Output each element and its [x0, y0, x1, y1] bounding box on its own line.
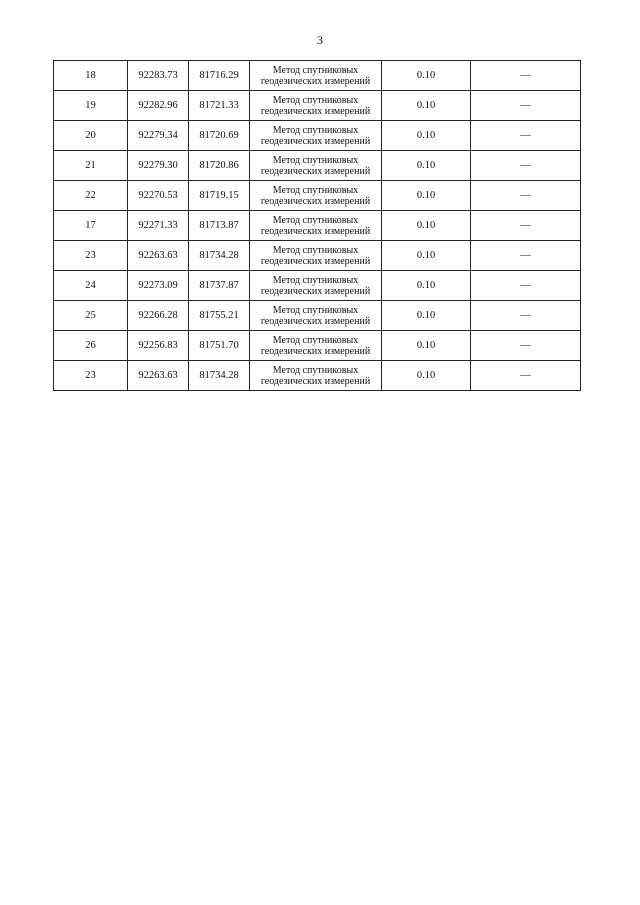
y-coordinate-cell: 81721.33: [189, 91, 250, 121]
accuracy-cell: 0.10: [382, 211, 471, 241]
y-coordinate-cell: 81719.15: [189, 181, 250, 211]
method-line-1: Метод спутниковых: [272, 364, 359, 376]
y-coordinate-cell: 81716.29: [189, 61, 250, 91]
y-coordinate-cell: 81755.21: [189, 301, 250, 331]
y-coordinate-cell: 81734.28: [189, 241, 250, 271]
description-cell: —: [471, 301, 581, 331]
y-coordinate-cell: 81720.86: [189, 151, 250, 181]
accuracy-cell: 0.10: [382, 241, 471, 271]
y-coordinate-cell: 81734.28: [189, 361, 250, 391]
point-number-cell: 17: [54, 211, 128, 241]
method-cell: [250, 181, 382, 211]
description-cell: —: [471, 121, 581, 151]
description-cell: —: [471, 181, 581, 211]
coordinates-table: [53, 60, 581, 391]
point-number-cell: 18: [54, 61, 128, 91]
table-row: [54, 271, 581, 301]
x-coordinate-cell: 92263.63: [128, 361, 189, 391]
method-line-1: Метод спутниковых: [272, 304, 359, 316]
table-row: [54, 121, 581, 151]
point-number-cell: 23: [54, 241, 128, 271]
description-cell: —: [471, 211, 581, 241]
description-cell: —: [471, 241, 581, 271]
accuracy-cell: 0.10: [382, 361, 471, 391]
table-row: [54, 151, 581, 181]
method-cell: [250, 241, 382, 271]
method-line-1: Метод спутниковых: [272, 244, 359, 256]
accuracy-cell: 0.10: [382, 151, 471, 181]
x-coordinate-cell: 92282.96: [128, 91, 189, 121]
method-line-2: геодезических измерений: [260, 345, 371, 357]
x-coordinate-cell: 92266.28: [128, 301, 189, 331]
table-row: [54, 361, 581, 391]
table-row: [54, 331, 581, 361]
y-coordinate-cell: 81751.70: [189, 331, 250, 361]
method-line-1: Метод спутниковых: [272, 124, 359, 136]
method-line-2: геодезических измерений: [260, 75, 371, 87]
method-line-1: Метод спутниковых: [272, 274, 359, 286]
x-coordinate-cell: 92273.09: [128, 271, 189, 301]
table-row: [54, 301, 581, 331]
table-row: [54, 211, 581, 241]
x-coordinate-cell: 92270.53: [128, 181, 189, 211]
point-number-cell: 26: [54, 331, 128, 361]
description-cell: —: [471, 331, 581, 361]
method-cell: [250, 151, 382, 181]
method-line-2: геодезических измерений: [260, 135, 371, 147]
method-line-1: Метод спутниковых: [272, 94, 359, 106]
description-cell: —: [471, 151, 581, 181]
method-line-1: Метод спутниковых: [272, 64, 359, 76]
accuracy-cell: 0.10: [382, 271, 471, 301]
method-line-2: геодезических измерений: [260, 255, 371, 267]
method-line-2: геодезических измерений: [260, 375, 371, 387]
description-cell: —: [471, 61, 581, 91]
point-number-cell: 24: [54, 271, 128, 301]
coordinates-table-body: [54, 61, 581, 391]
accuracy-cell: 0.10: [382, 301, 471, 331]
description-cell: —: [471, 91, 581, 121]
page-number: 3: [317, 33, 323, 47]
method-line-2: геодезических измерений: [260, 165, 371, 177]
method-cell: [250, 91, 382, 121]
table-row: [54, 91, 581, 121]
x-coordinate-cell: 92271.33: [128, 211, 189, 241]
x-coordinate-cell: 92279.30: [128, 151, 189, 181]
method-line-2: геодезических измерений: [260, 105, 371, 117]
method-line-2: геодезических измерений: [260, 315, 371, 327]
method-line-1: Метод спутниковых: [272, 184, 359, 196]
description-cell: —: [471, 361, 581, 391]
accuracy-cell: 0.10: [382, 181, 471, 211]
point-number-cell: 20: [54, 121, 128, 151]
method-line-1: Метод спутниковых: [272, 334, 359, 346]
x-coordinate-cell: 92263.63: [128, 241, 189, 271]
y-coordinate-cell: 81713.87: [189, 211, 250, 241]
accuracy-cell: 0.10: [382, 91, 471, 121]
table-row: [54, 61, 581, 91]
method-cell: [250, 301, 382, 331]
point-number-cell: 25: [54, 301, 128, 331]
y-coordinate-cell: 81737.87: [189, 271, 250, 301]
method-line-2: геодезических измерений: [260, 285, 371, 297]
table-row: [54, 181, 581, 211]
accuracy-cell: 0.10: [382, 121, 471, 151]
accuracy-cell: 0.10: [382, 331, 471, 361]
method-line-2: геодезических измерений: [260, 225, 371, 237]
method-cell: [250, 211, 382, 241]
point-number-cell: 21: [54, 151, 128, 181]
point-number-cell: 22: [54, 181, 128, 211]
method-cell: [250, 61, 382, 91]
x-coordinate-cell: 92283.73: [128, 61, 189, 91]
method-line-2: геодезических измерений: [260, 195, 371, 207]
method-cell: [250, 271, 382, 301]
method-cell: [250, 361, 382, 391]
table-row: [54, 241, 581, 271]
method-line-1: Метод спутниковых: [272, 154, 359, 166]
method-line-1: Метод спутниковых: [272, 214, 359, 226]
method-cell: [250, 121, 382, 151]
point-number-cell: 19: [54, 91, 128, 121]
method-cell: [250, 331, 382, 361]
point-number-cell: 23: [54, 361, 128, 391]
description-cell: —: [471, 271, 581, 301]
accuracy-cell: 0.10: [382, 61, 471, 91]
y-coordinate-cell: 81720.69: [189, 121, 250, 151]
x-coordinate-cell: 92279.34: [128, 121, 189, 151]
x-coordinate-cell: 92256.83: [128, 331, 189, 361]
